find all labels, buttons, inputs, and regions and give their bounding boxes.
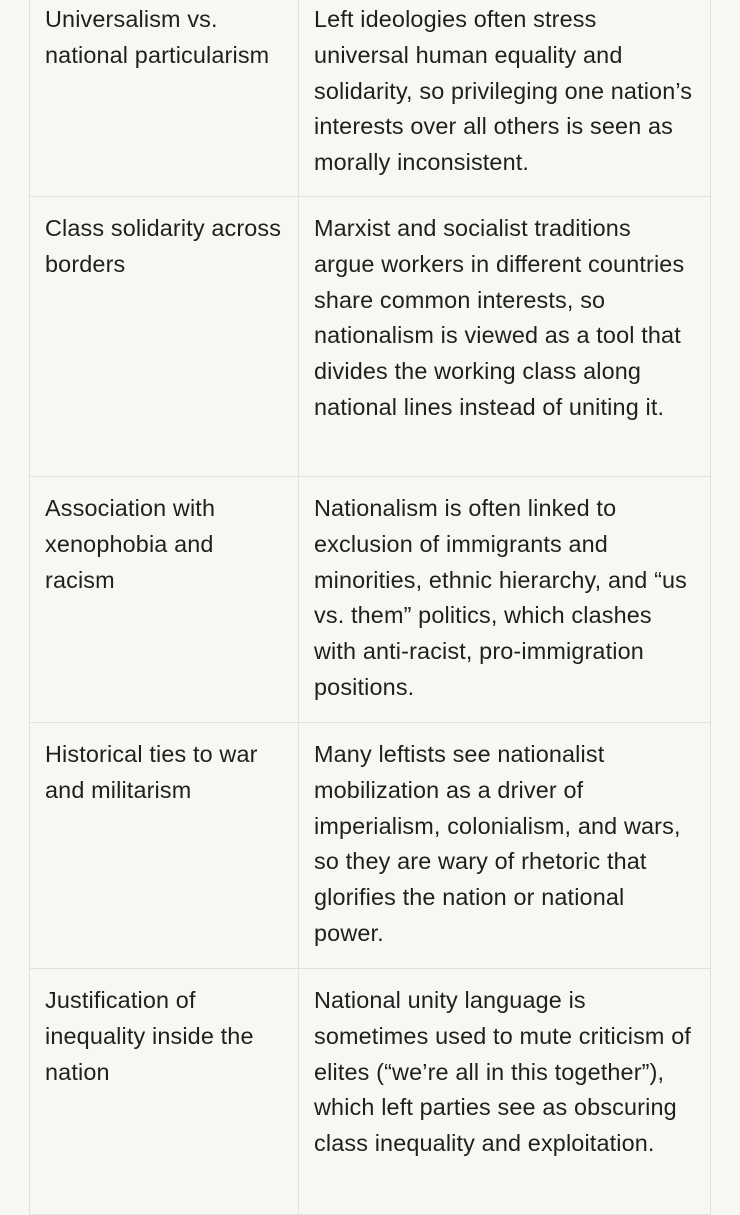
explanation-text: Left ideologies often stress universal human equality and solidarity, so privileging one nation’s interests over all others is seen as morally inconsistent. (314, 6, 693, 176)
reason-text: Historical ties to war and militarism (45, 741, 258, 803)
table-row (30, 969, 711, 1215)
reason-text: Class solidarity across borders (45, 215, 282, 277)
reason-text: Justification of inequality inside the nation (45, 987, 254, 1085)
reason-cell (30, 969, 299, 1215)
explanation-cell (299, 197, 711, 477)
table-row (30, 197, 711, 477)
reason-cell (30, 723, 299, 969)
reason-cell (30, 477, 299, 723)
table-row (30, 0, 711, 197)
table-row (30, 477, 711, 723)
reason-cell (30, 0, 299, 197)
explanation-cell (299, 723, 711, 969)
table-row (30, 723, 711, 969)
reasons-table-container (29, 0, 710, 1215)
explanation-text: Many leftists see nationalist mobilization as a driver of imperialism, colonialism, and wars, so they are wary of rhetoric that glorifies the nation or national power. (314, 741, 681, 946)
explanation-text: Marxist and socialist traditions argue workers in different countries share common interests, so nationalism is viewed as a tool that divides the working class along national lines instead of uniting it. (314, 215, 685, 420)
reason-text: Universalism vs. national particularism (45, 6, 270, 68)
explanation-text: National unity language is sometimes used to mute criticism of elites (“we’re all in this together”), which left parties see as obscuring class inequality and exploitation. (314, 987, 692, 1157)
explanation-cell (299, 477, 711, 723)
explanation-cell (299, 0, 711, 197)
explanation-cell (299, 969, 711, 1215)
reasons-table (29, 0, 711, 1215)
explanation-text: Nationalism is often linked to exclusion of immigrants and minorities, ethnic hierarchy, and “us vs. them” politics, which clashes with anti-racist, pro-immigration positions. (314, 495, 688, 700)
reason-cell (30, 197, 299, 477)
reason-text: Association with xenophobia and racism (45, 495, 216, 593)
